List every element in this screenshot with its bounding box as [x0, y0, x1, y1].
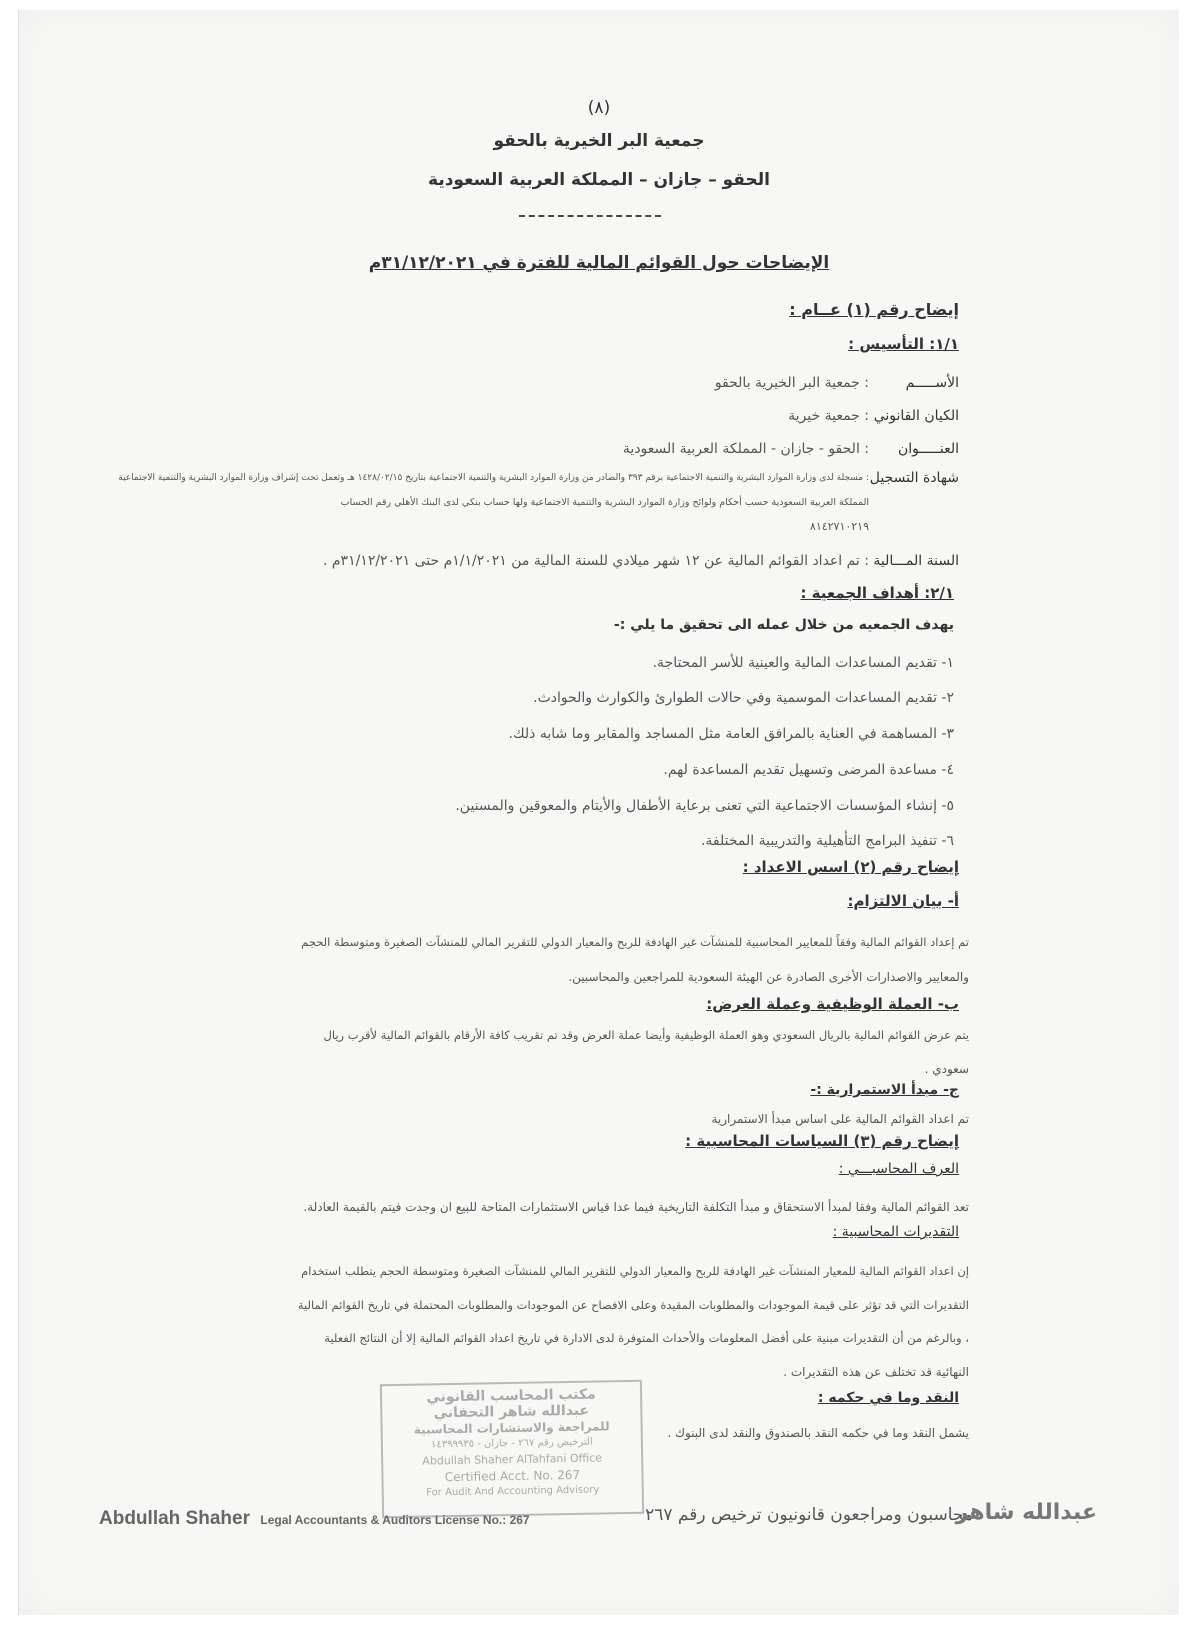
footer-english [99, 1508, 530, 1530]
currency-heading: ب- العملة الوظيفية وعملة العرض: [706, 995, 959, 1013]
goal-item: ١- تقديم المساعدات المالية والعينية للأسر المحتاجة. [652, 655, 954, 671]
goal-item: ٤- مساعدة المرضى وتسهيل تقديم المساعدة لهم. [663, 762, 954, 778]
field-label-entity: الكيان القانوني [873, 408, 959, 424]
estimates-line: التقديرات التي قد تؤثر على قيمة الموجودات والمطلوبات المقيدة وعلى الافصاح عن الموجودات والمطلوبات المحتملة في تاريخ القوائم المالية [297, 1298, 969, 1312]
note2-heading: إيضاح رقم (٢) اسس الاعداد : [742, 858, 959, 876]
field-value-registration-1: : مسجلة لدى وزارة الموارد البشرية والتنمية الاجتماعية برقم ٣٩٣ والصادر من وزارة الموارد البشرية والتنمية الاجتماعية بتاريخ ١٤٢٨/٠٢/١٥ هـ وتعمل تحت إشراف وزارة الموارد البشرية والتنمية الاجتماعية [118, 473, 869, 483]
commitment-line: والمعايير والاصدارات الأخرى الصادرة عن الهيئة السعودية للمراجعين والمحاسبين. [568, 970, 969, 984]
going-concern-line: تم اعداد القوائم المالية على اساس مبدأ الاستمرارية [711, 1112, 969, 1126]
commitment-line: تم إعداد القوائم المالية وفقاً للمعايير المحاسبية للمنشآت غير الهادفة للربح والمعيار الدولي للتقرير المالي للمنشآت الصغيرة ومتوسطة الحجم [301, 935, 969, 949]
goal-item: ٣- المساهمة في العناية بالمرافق العامة مثل المساجد والمقابر وما شابه ذلك. [508, 726, 954, 742]
stamp-line: مكتب المحاسب القانوني [426, 1386, 596, 1406]
custom-line: تعد القوائم المالية وفقا لمبدأ الاستحقاق و مبدأ التكلفة التاريخية فيما عدا قياس الاستثمارات المتاحة للبيع ان وجدت فيتم بالقيمة العادلة. [303, 1200, 969, 1214]
field-value-registration-3: ٨١٤٢٧١٠٢١٩ [809, 520, 869, 533]
goal-item: ٢- تقديم المساعدات الموسمية وفي حالات الطوارئ والكوارث والحوادث. [533, 690, 954, 706]
estimates-heading: التقديرات المحاسبية : [832, 1224, 959, 1240]
note3-heading: إيضاح رقم (٣) السياسات المحاسبية : [685, 1132, 959, 1150]
going-concern-heading: ج- مبدأ الاستمرارية :- [810, 1082, 959, 1098]
note1-heading: إيضاح رقم (١) عــام : [789, 300, 959, 319]
cash-heading: النقد وما في حكمه : [817, 1390, 959, 1406]
footer-license-ar: محاسبون ومراجعون قانونيون ترخيص رقم ٢٦٧ [645, 1505, 973, 1525]
goal-item: ٦- تنفيذ البرامج التأهيلية والتدريبية المختلفة. [700, 833, 954, 849]
cash-line: يشمل النقد وما في حكمه النقد بالصندوق والنقد لدى البنوك . [667, 1426, 969, 1440]
goals-heading: ٢/١: أهداف الجمعية : [800, 584, 954, 602]
field-label-name: الأســـــم [905, 375, 959, 391]
footer-license-en: Legal Accountants & Auditors License No.: 267 [260, 1513, 530, 1527]
currency-line: يتم عرض القوائم المالية بالريال السعودي وهو العملة الوظيفية وأيضا عملة العرض وقد تم تقريب كافة الأرقام بالقوائم المالية لأقرب ريال [323, 1028, 969, 1042]
field-label-registration: شهادة التسجيل [869, 470, 959, 486]
stamp-line: الترخيص رقم ٢٦٧ - جازان - ١٤٣٩٩٩٣٥ [430, 1436, 593, 1451]
stamp-line: For Audit And Accounting Advisory [426, 1484, 600, 1499]
footer-name-ar: عبدالله شاهر [955, 1500, 1097, 1525]
currency-line: سعودي . [924, 1062, 969, 1076]
field-value-registration-2: المملكة العربية السعودية حسب أحكام ولوائح وزارة الموارد البشرية والتنمية الاجتماعية ولها حساب بنكي لدى البنك الأهلي رقم الحساب [340, 497, 869, 508]
page-number: (٨) [587, 98, 611, 118]
document-page [18, 10, 1179, 1615]
stamp-line: عبدالله شاهر التحفاني [433, 1402, 590, 1422]
fiscal-year-label: السنة المـــالية [873, 553, 959, 569]
stamp-line: Abdullah Shaher AlTahfani Office [422, 1451, 603, 1468]
stamp-line: Certified Acct. No. 267 [444, 1467, 581, 1485]
stamp-line: للمراجعة والاستشارات المحاسبية [413, 1419, 610, 1437]
goals-intro: يهدف الجمعيه من خلال عمله الى تحقيق ما يلي :- [613, 617, 954, 633]
field-value-name: : جمعية البر الخيرية بالحقو [714, 375, 869, 391]
field-value-entity: : جمعية خيرية [788, 408, 869, 424]
establishment-heading: ١/١: التأسيس : [848, 335, 959, 353]
custom-heading: العرف المحاسبـــي : [838, 1161, 959, 1177]
estimates-line: النهائية قد تختلف عن هذه التقديرات . [783, 1365, 969, 1379]
fiscal-year-value: : تم اعداد القوائم المالية عن ١٢ شهر ميلادي للسنة المالية من ١/١/٢٠٢١م حتى ٣١/١٢/٢٠٢١م . [322, 553, 869, 569]
goal-item: ٥- إنشاء المؤسسات الاجتماعية التي تعنى برعاية الأطفال والأيتام والمعوقين والمسنين. [455, 798, 954, 814]
separator-line [519, 215, 661, 217]
office-stamp [380, 1380, 644, 1519]
estimates-line: إن اعداد القوائم المالية للمعيار المنشآت غير الهادفة للربح والمعيار الدولي للتقرير المالي للمنشآت الصغيرة ومتوسطة الحجم يتطلب استخدام [301, 1264, 969, 1278]
notes-title: الإيضاحات حول القوائم المالية للفترة في ٣١/١٢/٢٠٢١م [368, 253, 830, 273]
org-name: جمعية البر الخيرية بالحقو [493, 131, 705, 151]
estimates-line: ، وبالرغم من أن التقديرات مبنية على أفضل المعلومات والأحداث المتوفرة لدى الادارة في تاريخ اعداد القوائم المالية إلا أن النتائج الفعلية [324, 1331, 969, 1345]
org-location: الحقو – جازان – المملكة العربية السعودية [428, 170, 770, 190]
field-label-address: العنـــــوان [897, 441, 959, 457]
footer-name-en: Abdullah Shaher [99, 1508, 250, 1529]
commitment-heading: أ- بيان الالتزام: [847, 892, 959, 910]
field-value-address: : الحقو - جازان - المملكة العربية السعودية [622, 441, 869, 457]
